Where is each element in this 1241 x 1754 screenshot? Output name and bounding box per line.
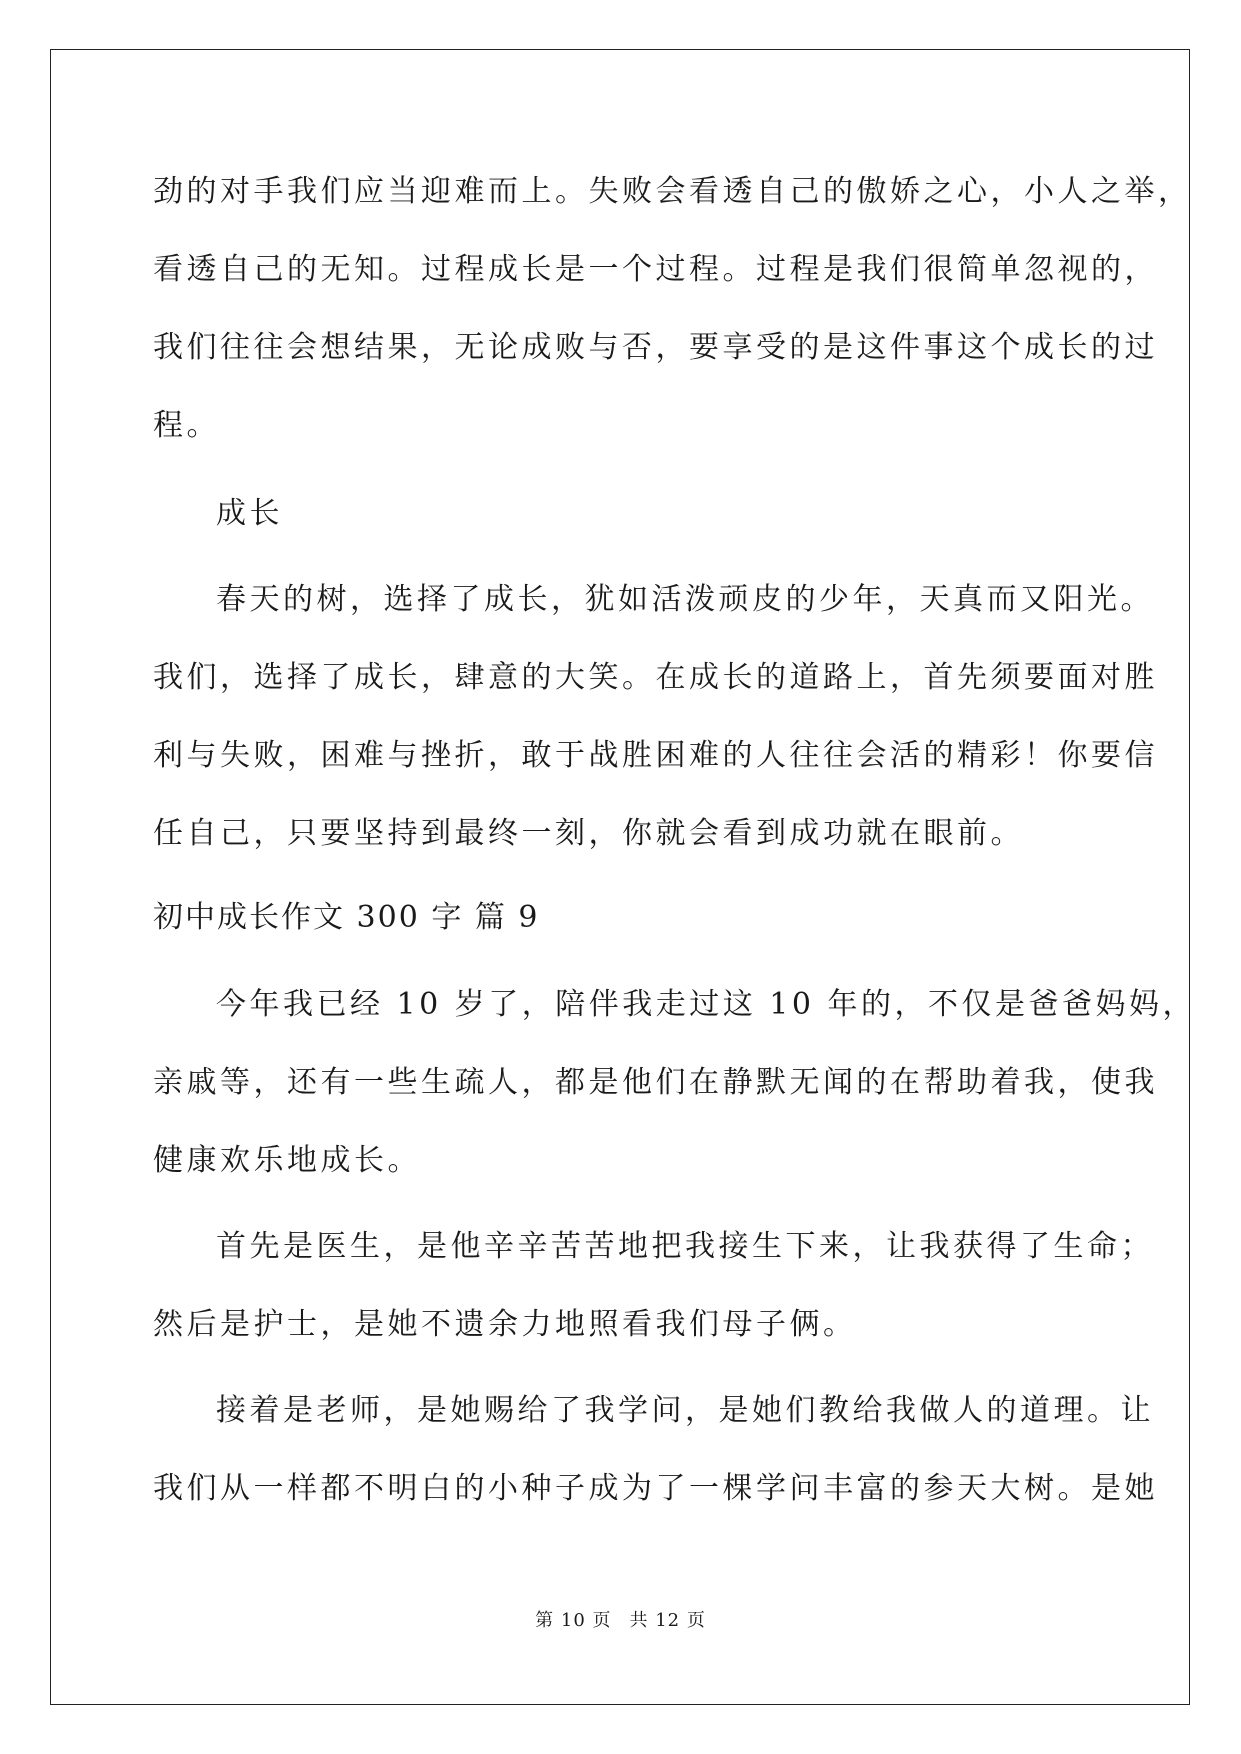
- paragraph-line: 亲戚等，还有一些生疏人，都是他们在静默无闻的在帮助着我，使我: [153, 1065, 1158, 1100]
- article-heading: 初中成长作文 300 字 篇 9: [153, 900, 540, 935]
- paragraph-line: 我们从一样都不明白的小种子成为了一棵学问丰富的参天大树。是她: [153, 1471, 1158, 1506]
- paragraph-line: 我们往往会想结果，无论成败与否，要享受的是这件事这个成长的过: [153, 330, 1158, 365]
- paragraph-line: 利与失败，困难与挫折，敢于战胜困难的人往往会活的精彩！你要信: [153, 738, 1158, 773]
- page-footer: [0, 1610, 1241, 1632]
- paragraph-line: 任自己，只要坚持到最终一刻，你就会看到成功就在眼前。: [153, 816, 1024, 851]
- paragraph-line: 接着是老师，是她赐给了我学问，是她们教给我做人的道理。让: [216, 1393, 1154, 1428]
- section-title: 成长: [216, 496, 283, 531]
- paragraph-line: 我们，选择了成长，肆意的大笑。在成长的道路上，首先须要面对胜: [153, 660, 1158, 695]
- paragraph-line: 今年我已经 10 岁了，陪伴我走过这 10 年的，不仅是爸爸妈妈，: [216, 987, 1196, 1022]
- paragraph-line: 劲的对手我们应当迎难而上。失败会看透自己的傲娇之心，小人之举，: [153, 174, 1192, 209]
- paragraph-line: 春天的树，选择了成长，犹如活泼顽皮的少年，天真而又阳光。: [216, 582, 1154, 617]
- paragraph-line: 程。: [153, 408, 220, 443]
- page-border: [50, 49, 1190, 1705]
- paragraph-line: 看透自己的无知。过程成长是一个过程。过程是我们很简单忽视的，: [153, 252, 1158, 287]
- page-total: 共 12 页: [629, 1610, 706, 1631]
- paragraph-line: 健康欢乐地成长。: [153, 1143, 421, 1178]
- paragraph-line: 然后是护士，是她不遗余力地照看我们母子俩。: [153, 1307, 857, 1342]
- paragraph-line: 首先是医生，是他辛辛苦苦地把我接生下来，让我获得了生命；: [216, 1229, 1154, 1264]
- page-number: 第 10 页: [535, 1610, 612, 1631]
